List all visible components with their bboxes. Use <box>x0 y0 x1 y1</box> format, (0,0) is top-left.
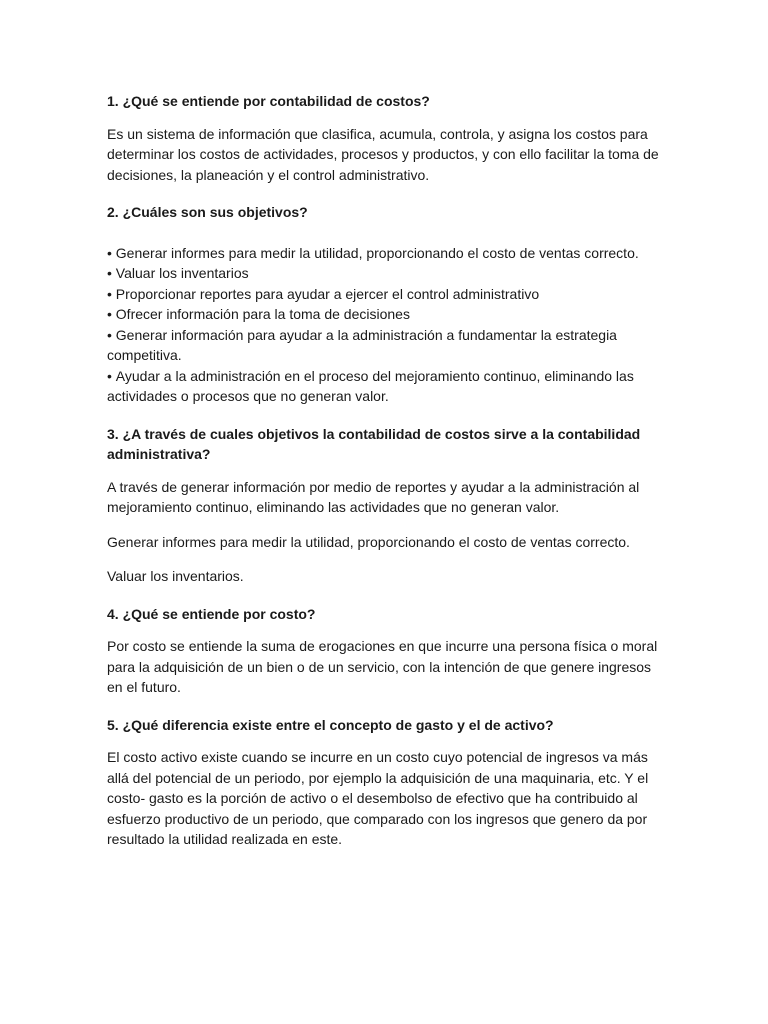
objective-item: • Proporcionar reportes para ayudar a ejercer el control administrativo <box>107 284 667 305</box>
question-2-heading: 2. ¿Cuáles son sus objetivos? <box>107 204 308 220</box>
question-3-answer-1: A través de generar información por medio de reportes y ayudar a la administración al mejoramiento continuo, eliminando las actividades que no generan valor. <box>107 478 640 515</box>
question-5-heading: 5. ¿Qué diferencia existe entre el concepto de gasto y el de activo? <box>107 716 554 733</box>
objective-item: • Generar información para ayudar a la administración a fundamentar la estrategia competitiva. <box>107 325 667 366</box>
objective-item: • Generar informes para medir la utilidad, proporcionando el costo de ventas correcto. <box>107 243 667 264</box>
document-page <box>107 91 667 850</box>
question-5-answer: El costo activo existe cuando se incurre en un costo cuyo potencial de ingresos va más allá del potencial de un periodo, por ejemplo la adquisición de una maquinaria, etc. Y el costo- gasto es la porción de activo o el desembolso de efectivo que ha contribuido al esfuerzo productivo de un periodo, que comparado con los ingresos que genero da por resultado la utilidad realizada en este. <box>107 749 649 847</box>
question-4-answer: Por costo se entiende la suma de erogaciones en que incurre una persona física o moral para la adquisición de un bien o de un servicio, con la intención de que genere ingresos en el futuro. <box>107 638 658 695</box>
question-3-heading: 3. ¿A través de cuales objetivos la contabilidad de costos sirve a la contabilidad administrativa? <box>107 425 641 462</box>
objective-item: • Ayudar a la administración en el proceso del mejoramiento continuo, eliminando las actividades o procesos que no generan valor. <box>107 366 667 407</box>
question-4-heading: 4. ¿Qué se entiende por costo? <box>107 605 316 622</box>
question-3-answer-2: Generar informes para medir la utilidad, proporcionando el costo de ventas correcto. <box>107 533 630 550</box>
objective-item: • Ofrecer información para la toma de decisiones <box>107 304 667 325</box>
objectives-list <box>107 243 667 407</box>
question-1-answer: Es un sistema de información que clasifica, acumula, controla, y asigna los costos para determinar los costos de actividades, procesos y productos, y con ello facilitar la toma de decisiones, la planeación y el control administrativo. <box>107 125 659 183</box>
question-3-answer-3: Valuar los inventarios. <box>107 568 244 584</box>
objective-item: • Valuar los inventarios <box>107 263 667 284</box>
question-1-heading: 1. ¿Qué se entiende por contabilidad de costos? <box>107 93 430 109</box>
